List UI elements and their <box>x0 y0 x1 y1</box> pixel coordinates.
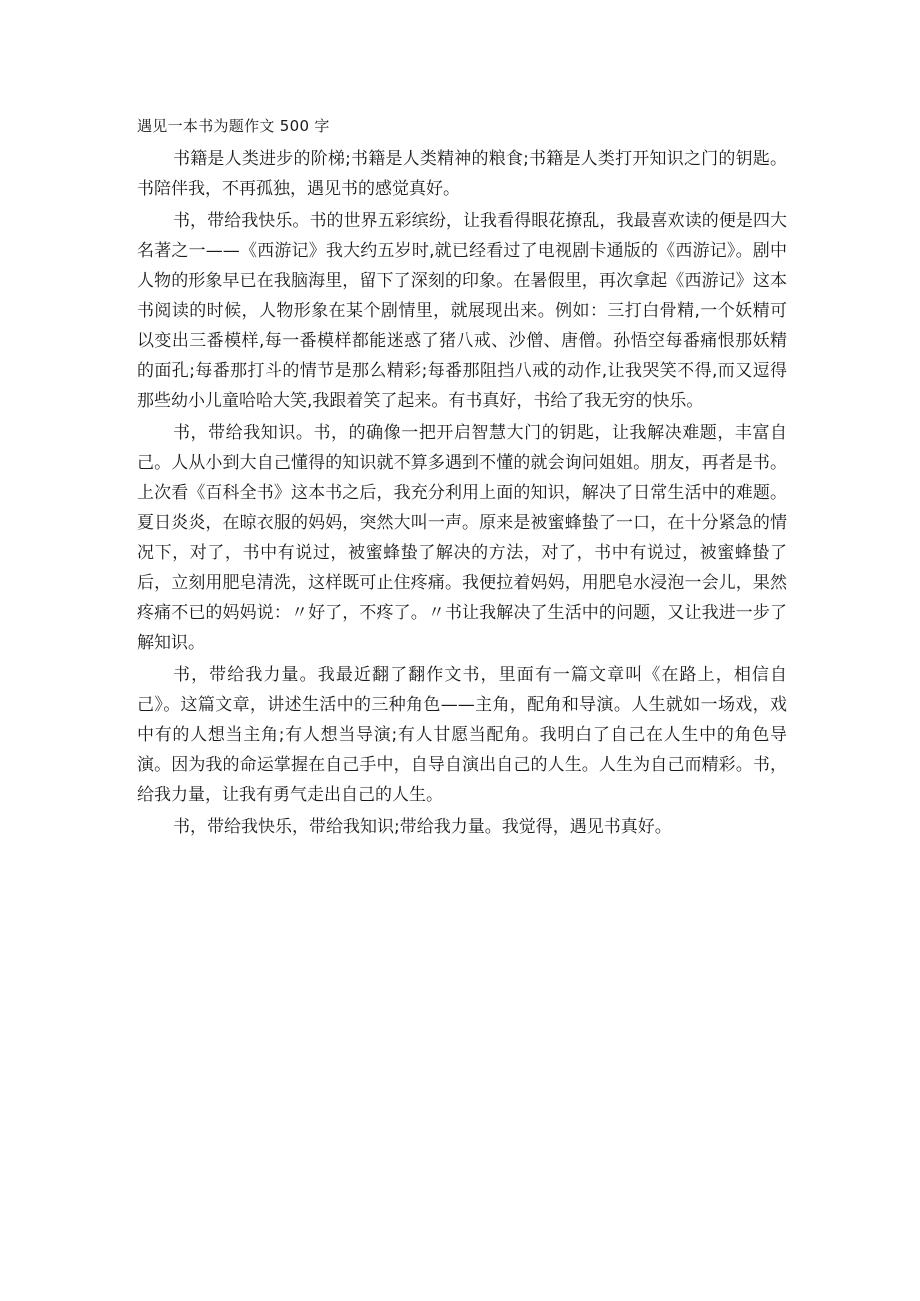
paragraph-joy: 书，带给我快乐。书的世界五彩缤纷，让我看得眼花撩乱，我最喜欢读的便是四大名著之一——《西游记》我大约五岁时,就已经看过了电视剧卡通版的《西游记》。剧中人物的形象早已在我脑海里，留下了深刻的印象。在暑假里，再次拿起《西游记》这本书阅读的时候，人物形象在某个剧情里，就展现出来。例如：三打白骨精,一个妖精可以变出三番模样,每一番模样都能迷惑了猪八戒、沙僧、唐僧。孙悟空每番痛恨那妖精的面孔;每番那打斗的情节是那么精彩;每番那阻挡八戒的动作,让我哭笑不得,而又逗得那些幼小儿童哈哈大笑,我跟着笑了起来。有书真好，书给了我无穷的快乐。 <box>137 211 787 411</box>
document-title: 遇见一本书为题作文 500 字 <box>137 117 330 135</box>
paragraph-strength: 书，带给我力量。我最近翻了翻作文书，里面有一篇文章叫《在路上，相信自己》。这篇文章，讲述生活中的三种角色——主角，配角和导演。人生就如一场戏，戏中有的人想当主角;有人想当导演;有人甘愿当配角。我明白了自己在人生中的角色导演。因为我的命运掌握在自己手中，自导自演出自己的人生。人生为自己而精彩。书，给我力量，让我有勇气走出自己的人生。 <box>137 665 787 805</box>
paragraph-intro: 书籍是人类进步的阶梯;书籍是人类精神的粮食;书籍是人类打开知识之门的钥匙。书陪伴我，不再孤独，遇见书的感觉真好。 <box>137 149 787 199</box>
paragraph-knowledge: 书，带给我知识。书，的确像一把开启智慧大门的钥匙，让我解决难题，丰富自己。人从小到大自己懂得的知识就不算多遇到不懂的就会询问姐姐。朋友，再者是书。上次看《百科全书》这本书之后，我充分利用上面的知识，解决了日常生活中的难题。夏日炎炎，在晾衣服的妈妈，突然大叫一声。原来是被蜜蜂蛰了一口，在十分紧急的情况下，对了，书中有说过，被蜜蜂蛰了解决的方法，对了，书中有说过，被蜜蜂蛰了后，立刻用肥皂清洗，这样既可止住疼痛。我便拉着妈妈，用肥皂水浸泡一会儿，果然疼痛不已的妈妈说：〃好了，不疼了。〃书让我解决了生活中的问题，又让我进一步了解知识。 <box>137 423 787 653</box>
paragraph-conclusion: 书，带给我快乐，带给我知识;带给我力量。我觉得，遇见书真好。 <box>173 817 672 837</box>
document-page <box>137 114 787 844</box>
